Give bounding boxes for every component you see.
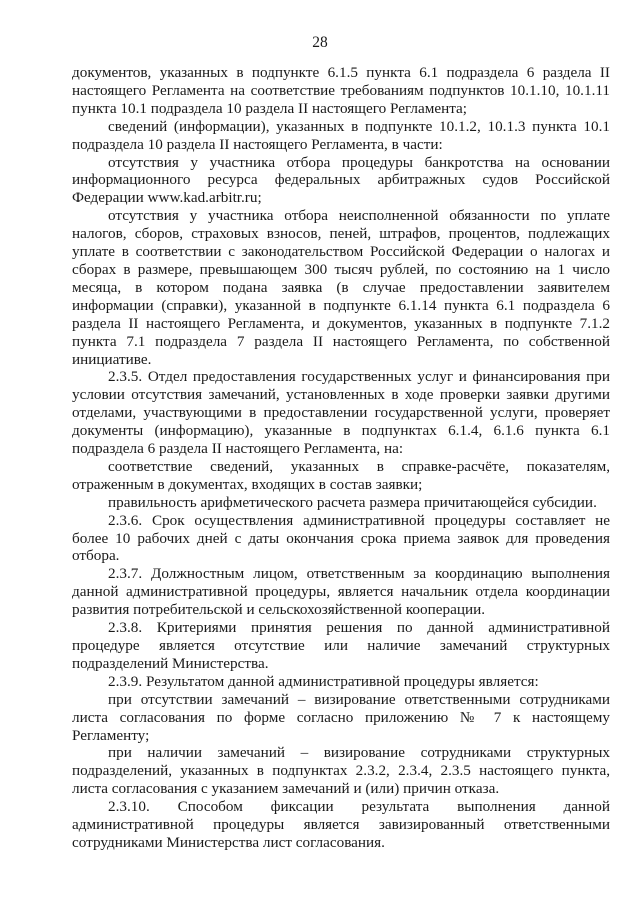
document-body bbox=[72, 64, 610, 852]
paragraph: 2.3.10. Способом фиксации результата выполнения данной административной процедуры является завизированный ответственными сотрудниками Министерства лист согласования. bbox=[72, 798, 610, 851]
paragraph: отсутствия у участника отбора процедуры банкротства на основании информационного ресурса федеральных арбитражных судов Российской Федерации www.kad.arbitr.ru; bbox=[72, 153, 610, 207]
paragraph: документов, указанных в подпункте 6.1.5 пункта 6.1 подраздела 6 раздела II настоящего Регламента на соответствие требованиям подпунктов 10.1.10, 10.1.11 пункта 10.1 подраздела 10 раздела II настоящего Регламента; bbox=[72, 64, 610, 117]
paragraph: при отсутствии замечаний – визирование ответственными сотрудниками листа согласования по форме согласно приложению № 7 к настоящему Регламенту; bbox=[72, 690, 610, 744]
paragraph: правильность арифметического расчета размера причитающейся субсидии. bbox=[108, 493, 597, 511]
paragraph: 2.3.8. Критериями принятия решения по данной административной процедуре является отсутствие или наличие замечаний структурных подразделений Министерства. bbox=[72, 619, 610, 672]
paragraph: 2.3.9. Результатом данной административной процедуры является: bbox=[108, 672, 539, 690]
paragraph: 2.3.7. Должностным лицом, ответственным за координацию выполнения данной административной процедуры, является начальник отдела координации развития потребительской и сельскохозяйственной кооперации. bbox=[72, 565, 610, 619]
paragraph: 2.3.5. Отдел предоставления государственных услуг и финансирования при условии отсутствия замечаний, установленных в ходе проверки заявки другими отделами, участвующими в предоставлении государственной услуги, проверяет документы (информацию), указанные в подпунктах 6.1.4, 6.1.6 пункта 6.1 подраздела 6 раздела II настоящего Регламента, на: bbox=[72, 368, 610, 458]
paragraph: отсутствия у участника отбора неисполненной обязанности по уплате налогов, сборов, страховых взносов, пеней, штрафов, процентов, подлежащих уплате в соответствии с законодательством Российской Федерации о налогах и сборах в размере, превышающем 300 тысяч рублей, по состоянию на 1 число месяца, в котором подана заявка (в случае предоставлении заявителем информации (справки), указанной в подпункте 6.1.14 пункта 6.1 подраздела 6 раздела II настоящего Регламента, и документов, указанных в подпункте 7.1.2 пункта 7.1 подраздела 7 раздела II настоящего Регламента, по собственной инициативе. bbox=[72, 207, 610, 368]
page-number: 28 bbox=[312, 34, 328, 51]
paragraph: сведений (информации), указанных в подпункте 10.1.2, 10.1.3 пункта 10.1 подраздела 10 раздела II настоящего Регламента, в части: bbox=[72, 117, 610, 153]
paragraph: 2.3.6. Срок осуществления административной процедуры составляет не более 10 рабочих дней с даты окончания срока приема заявок для проведения отбора. bbox=[72, 511, 610, 565]
paragraph: соответствие сведений, указанных в справке-расчёте, показателям, отраженным в документах, входящих в состав заявки; bbox=[72, 457, 610, 493]
paragraph: при наличии замечаний – визирование сотрудниками структурных подразделений, указанных в подпунктах 2.3.2, 2.3.4, 2.3.5 настоящего пункта, листа согласования с указанием замечаний и (или) причин отказа. bbox=[72, 744, 610, 798]
